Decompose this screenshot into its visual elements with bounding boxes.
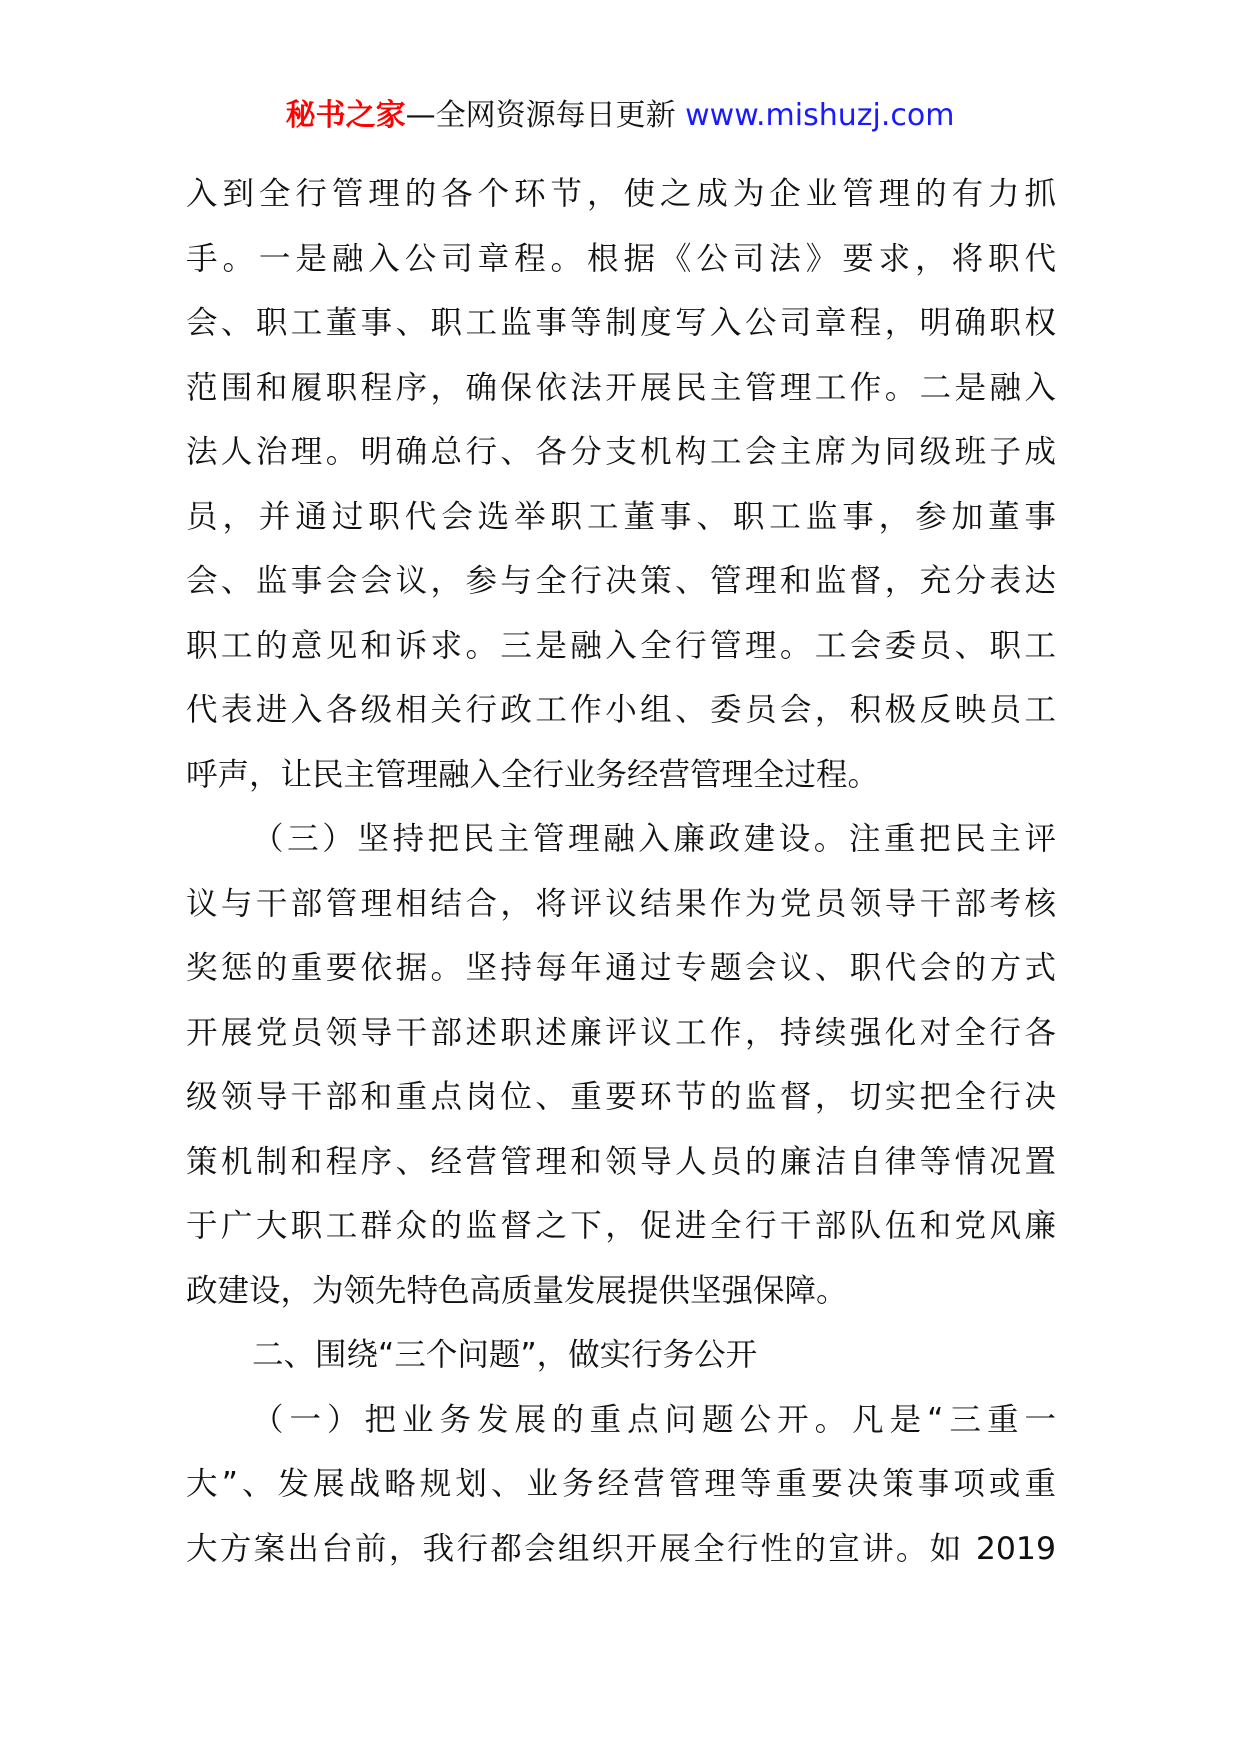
text-line: 大”、发展战略规划、业务经营管理等重要决策事项或重: [186, 1466, 1056, 1502]
text-line: 入到全行管理的各个环节，使之成为企业管理的有力抓: [186, 176, 1056, 212]
text-line: 开展党员领导干部述职述廉评议工作，持续强化对全行各: [186, 1014, 1056, 1051]
text-line: 员，并通过职代会选举职工董事、职工监事，参加董事: [186, 498, 1056, 535]
text-line: 会、职工董事、职工监事等制度写入公司章程，明确职权: [186, 305, 1056, 341]
text-line: 会、监事会会议，参与全行决策、管理和监督，充分表达: [186, 563, 1056, 599]
text-line: 代表进入各级相关行政工作小组、委员会，积极反映员工: [186, 692, 1056, 728]
text-line: 议与干部管理相结合，将评议结果作为党员领导干部考核: [186, 885, 1056, 922]
site-url-link[interactable]: www.mishuzj.com: [685, 98, 955, 133]
section-heading-line: （一）把业务发展的重点问题公开。凡是“三重一: [252, 1401, 1056, 1438]
document-body: [186, 162, 1056, 1581]
site-brand: 秘书之家: [285, 98, 406, 133]
text-line: 大方案出台前，我行都会组织开展全行性的宣讲。如 2019: [186, 1530, 1056, 1567]
text-line: 于广大职工群众的监督之下，促进全行干部队伍和党风廉: [186, 1208, 1056, 1244]
site-slogan: —全网资源每日更新: [405, 98, 686, 133]
text-line: 职工的意见和诉求。三是融入全行管理。工会委员、职工: [186, 627, 1056, 664]
text-line: 法人治理。明确总行、各分支机构工会主席为同级班子成: [186, 434, 1056, 470]
text-line: 级领导干部和重点岗位、重要环节的监督，切实把全行决: [186, 1079, 1056, 1115]
site-header: [0, 96, 1240, 136]
text-line: 范围和履职程序，确保依法开展民主管理工作。二是融入: [186, 369, 1056, 406]
text-line: 政建设，为领先特色高质量发展提供坚强保障。: [186, 1272, 848, 1309]
text-line: 手。一是融入公司章程。根据《公司法》要求，将职代: [186, 240, 1056, 277]
section-heading-line: （三）坚持把民主管理融入廉政建设。注重把民主评: [252, 821, 1056, 857]
text-line: 策机制和程序、经营管理和领导人员的廉洁自律等情况置: [186, 1143, 1056, 1180]
text-line: 呼声，让民主管理融入全行业务经营管理全过程。: [186, 756, 880, 793]
chapter-heading: 二、围绕“三个问题”，做实行务公开: [252, 1337, 758, 1373]
text-line: 奖惩的重要依据。坚持每年通过专题会议、职代会的方式: [186, 950, 1056, 986]
